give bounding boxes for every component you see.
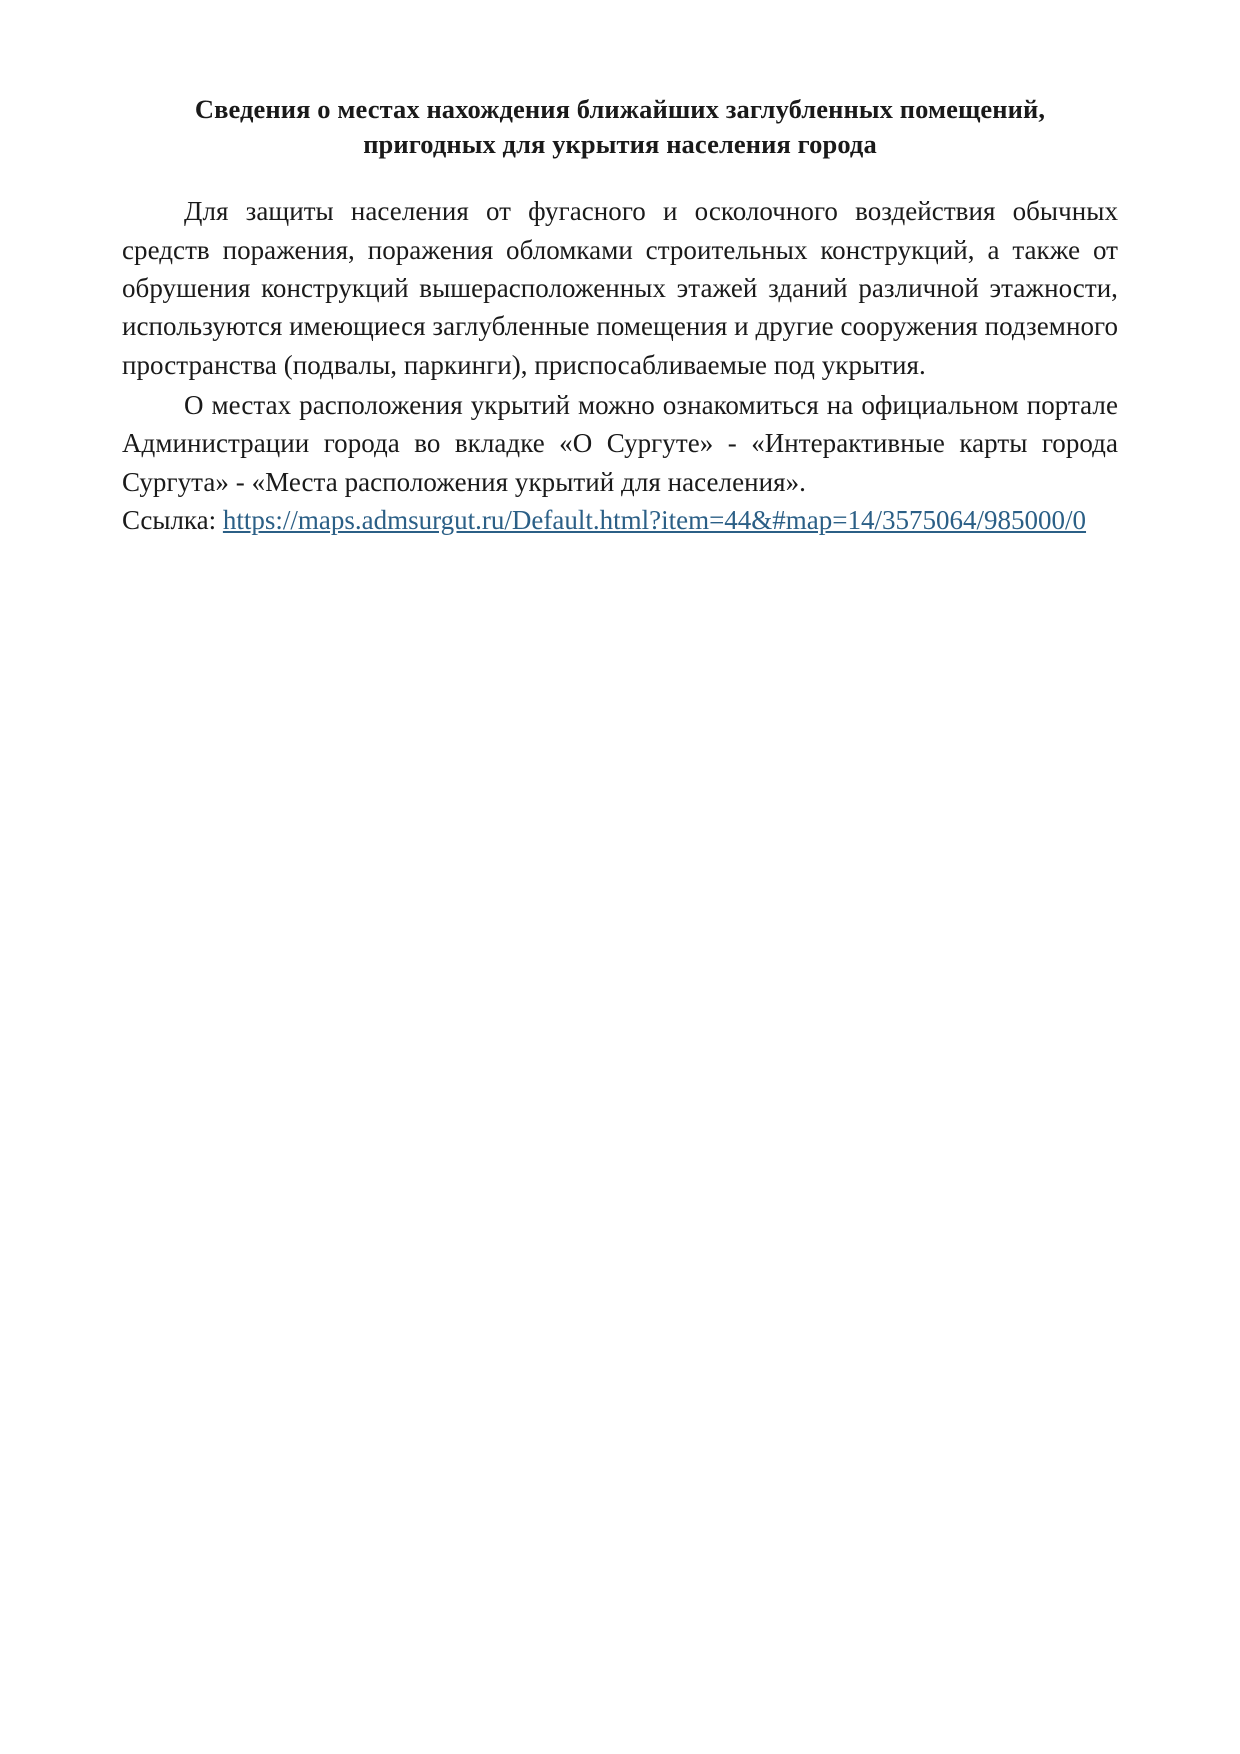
document-body: [122, 192, 1118, 539]
paragraph-shelter-locations: О местах расположения укрытий можно ознакомиться на официальном портале Администрации города во вкладке «О Сургуте» - «Интерактивные карты города Сургута» - «Места расположения укрытий для населения».: [122, 390, 1118, 497]
paragraph-protection-measures: Для защиты населения от фугасного и осколочного воздействия обычных средств поражения, поражения обломками строительных конструкций, а также от обрушения конструкций вышерасположенных этажей зданий различной этажности, используются имеющиеся заглубленные помещения и другие сооружения подземного пространства (подвалы, паркинги), приспосабливаемые под укрытия.: [122, 196, 1118, 380]
page-title-line-1: Сведения о местах нахождения ближайших заглубленных помещений,: [194, 94, 1046, 124]
page-title-line-2: пригодных для укрытия населения города: [363, 129, 877, 160]
link-label: Ссылка:: [122, 505, 223, 536]
page-title: [122, 92, 1118, 162]
shelter-map-link[interactable]: https://maps.admsurgut.ru/Default.html?item=44&#map=14/3575064/985000/0: [222, 505, 1087, 536]
link-line: [122, 501, 1118, 539]
